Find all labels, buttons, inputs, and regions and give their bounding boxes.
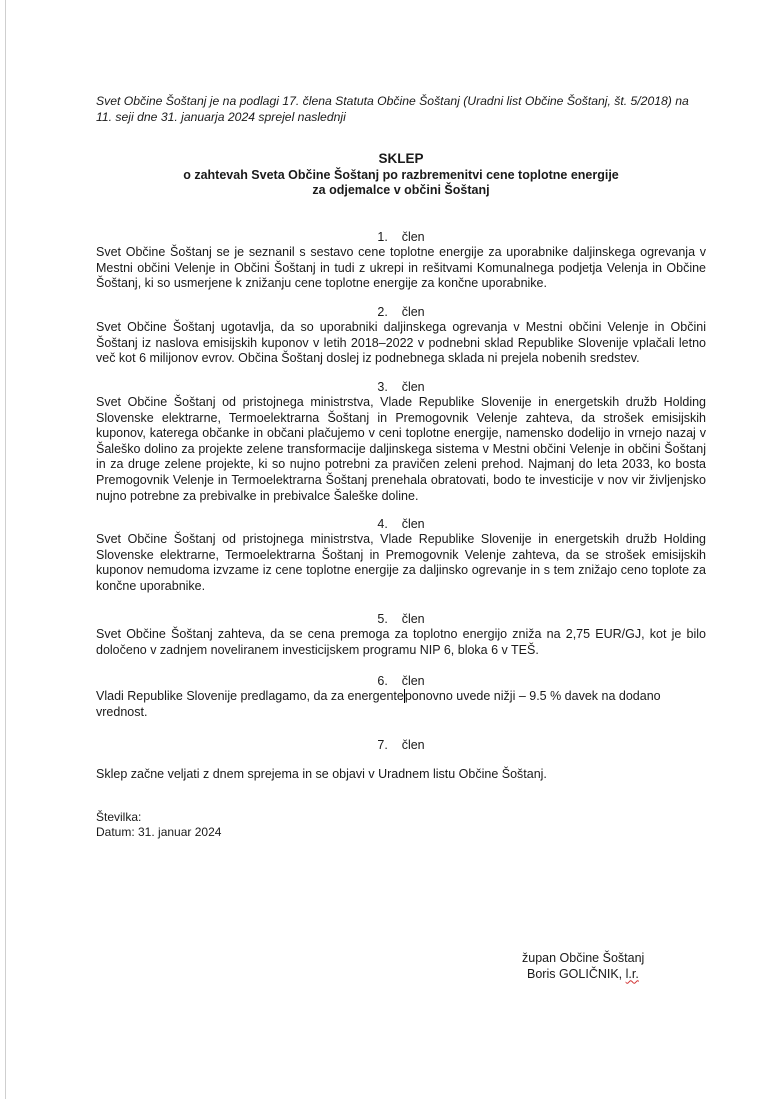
signatory-name: Boris GOLIČNIK, [527, 966, 626, 981]
article-5 [96, 611, 706, 658]
signature-block [522, 951, 644, 982]
article-1 [96, 229, 706, 292]
article-body: Sklep začne veljati z dnem sprejema in se objavi v Uradnem listu Občine Šoštanj. [96, 767, 547, 781]
preamble-text: Svet Občine Šoštanj je na podlagi 17. člena Statuta Občine Šoštanj (Uradni list Občine Šoštanj, št. 5/2018) na 11. seji dne 31. januarja 2024 sprejel naslednji [96, 94, 689, 124]
article-heading: 6. člen [377, 674, 425, 688]
article-body-part: ponovno uvede nižji – 9.5 % davek na dodano vrednost. [96, 689, 661, 719]
article-heading: 4. člen [377, 517, 425, 531]
article-body: Svet Občine Šoštanj zahteva, da se cena premoga za toplotno energijo zniža na 2,75 EUR/GJ, kot je bilo določeno v zadnjem noveliranem investicijskem programu NIP 6, bloka 6 v TEŠ. [96, 627, 706, 657]
document-title: SKLEP [378, 151, 424, 166]
document-number-label: Številka: [96, 810, 142, 824]
article-4 [96, 516, 706, 594]
article-3 [96, 379, 706, 504]
signatory-role: župan Občine Šoštanj [522, 951, 645, 965]
document-date: Datum: 31. januar 2024 [96, 825, 222, 839]
article-body-part: Vladi Republike Slovenije predlagamo, da za energente [96, 689, 404, 703]
document-metadata [96, 810, 221, 840]
article-body: Svet Občine Šoštanj se je seznanil s sestavo cene toplotne energije za uporabnike daljinskega ogrevanja v Mestni občini Velenje in Občini Šoštanj in tudi z ukrepi in rešitvami Komunalnega podjetja Velenja in Občine Šoštanj, ki so usmerjene k znižanju cene toplotne energije za končne uporabnike. [96, 245, 706, 291]
article-2 [96, 304, 706, 367]
document-subtitle-line-2: za odjemalce v občini Šoštanj [312, 183, 490, 197]
article-body: Svet Občine Šoštanj ugotavlja, da so uporabniki daljinskega ogrevanja v Mestni občini Velenje in Občini Šoštanj iz naslova emisijskih kuponov v letih 2018–2022 v podnebni sklad Republike Slovenije vplačali letno več kot 6 milijonov evrov. Občina Šoštanj doslej iz podnebnega sklada ni prejela nobenih sredstev. [96, 320, 706, 366]
article-body[interactable] [96, 689, 706, 720]
article-heading: 5. člen [377, 612, 425, 626]
signatory-name-line [522, 967, 644, 983]
signature-lr-mark: l.r. [625, 966, 639, 981]
document-subtitle-line-1: o zahtevah Sveta Občine Šoštanj po razbremenitvi cene toplotne energije [183, 168, 619, 182]
article-heading: 7. člen [377, 738, 425, 752]
article-7 [96, 737, 706, 783]
document-title-block [96, 150, 706, 198]
article-heading: 2. člen [377, 305, 425, 319]
page-left-edge [5, 0, 6, 1099]
article-body: Svet Občine Šoštanj od pristojnega ministrstva, Vlade Republike Slovenije in energetskih družb Holding Slovenske elektrarne, Termoelektrarna Šoštanj in Premogovnik Velenje zahteva, da se strošek emisijskih kuponov nemudoma izvzame iz cene toplotne energije za daljinsko ogrevanje in s tem znižajo ceno toplote za končne uporabnike. [96, 532, 706, 593]
article-body: Svet Občine Šoštanj od pristojnega ministrstva, Vlade Republike Slovenije in energetskih družb Holding Slovenske elektrarne, Termoelektrarna Šoštanj in Premogovnik Velenje zahteva, da strošek emisijskih kuponov, katerega občanke in občani plačujemo v ceni toplotne energije, namensko dodelijo in vrnejo nazaj v Šaleško dolino za projekte zelene transformacije daljinskega sistema v Mestni občini Velenje in občini Šoštanj in za druge zelene projekte, ki so nujno potrebni za pravičen zeleni prehod. Najmanj do leta 2033, ko bosta Premogovnik Velenje in Termoelektrarna Šoštanj prenehala obratovati, bodo te investicije v nov vir življenjsko nujno potrebne za prebivalke in prebivalce Šaleške doline. [96, 395, 706, 503]
article-heading: 3. člen [377, 380, 425, 394]
article-6 [96, 673, 706, 720]
article-heading: 1. člen [377, 230, 425, 244]
